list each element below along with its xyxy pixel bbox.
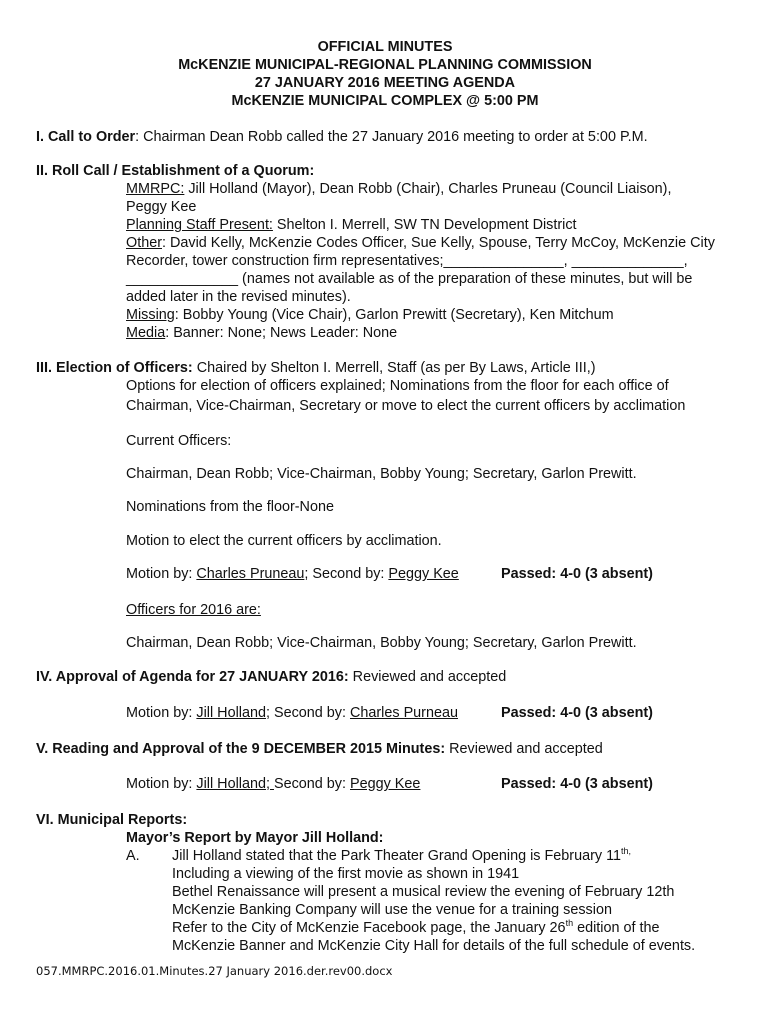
report-line-6: McKenzie Banner and McKenzie City Hall for details of the full schedule of events. bbox=[172, 938, 696, 954]
section-municipal-reports: VI. Municipal Reports: bbox=[36, 812, 188, 828]
report-line-1-text: Jill Holland stated that the Park Theater Grand Opening is February 11 bbox=[172, 848, 622, 864]
mayors-report-heading: Mayor’s Report by Mayor Jill Holland: bbox=[126, 830, 384, 846]
staff-text: Shelton I. Merrell, SW TN Development District bbox=[272, 217, 577, 233]
section-heading: III. Election of Officers: bbox=[36, 360, 193, 376]
section-text: Reviewed and accepted bbox=[445, 741, 603, 757]
roll-mmrpc-cont: Peggy Kee bbox=[126, 199, 197, 215]
election-result: Passed: 4-0 (3 absent) bbox=[501, 566, 653, 582]
mmrpc-label: MMRPC: bbox=[126, 181, 185, 197]
second-prefix: Second by: bbox=[273, 776, 350, 792]
title-line-1: OFFICIAL MINUTES bbox=[317, 39, 453, 55]
section-text: : Chairman Dean Robb called the 27 January 2016 meeting to order at 5:00 P.M. bbox=[135, 129, 648, 145]
officers-2016-label: Officers for 2016 are: bbox=[126, 602, 261, 618]
footer-filename: 057.MMRPC.2016.01.Minutes.27 January 2016.der.rev00.docx bbox=[36, 964, 393, 978]
report-line-4: McKenzie Banking Company will use the venue for a training session bbox=[172, 902, 612, 918]
other-label: Other bbox=[126, 235, 162, 251]
second-prefix: ; Second by: bbox=[265, 705, 350, 721]
second-prefix: ; Second by: bbox=[304, 566, 389, 582]
ordinal-suffix: th bbox=[565, 918, 574, 929]
nominations-text: Nominations from the floor-None bbox=[126, 499, 334, 515]
section-heading: IV. Approval of Agenda for 27 JANUARY 2016: bbox=[36, 669, 349, 685]
officers-2016-text: Chairman, Dean Robb; Vice-Chairman, Bobby Young; Secretary, Garlon Prewitt. bbox=[126, 635, 637, 651]
roll-other-cont-1: Recorder, tower construction firm representatives;_______________, ______________, bbox=[126, 253, 688, 269]
motion-prefix: Motion by: bbox=[126, 776, 197, 792]
report-line-1 bbox=[172, 847, 631, 865]
roll-other bbox=[126, 234, 715, 252]
roll-media bbox=[126, 324, 397, 342]
report-line-5 bbox=[172, 919, 660, 937]
roll-missing bbox=[126, 306, 614, 324]
title-line-3: 27 JANUARY 2016 MEETING AGENDA bbox=[254, 75, 516, 91]
report-line-5-text: Refer to the City of McKenzie Facebook page, the January 26 bbox=[172, 920, 566, 936]
roll-staff bbox=[126, 216, 577, 234]
second-by: Charles Purneau bbox=[349, 705, 458, 721]
title-line-2: McKENZIE MUNICIPAL-REGIONAL PLANNING COMMISSION bbox=[178, 57, 592, 73]
section-call-to-order bbox=[36, 128, 648, 146]
motion-description: Motion to elect the current officers by acclimation. bbox=[126, 533, 442, 549]
motion-prefix: Motion by: bbox=[126, 705, 197, 721]
roll-other-cont-2: ______________ (names not available as of the preparation of these minutes, but will be bbox=[126, 271, 693, 287]
section-approval-agenda bbox=[36, 668, 506, 686]
agenda-result: Passed: 4-0 (3 absent) bbox=[501, 705, 653, 721]
second-by: Peggy Kee bbox=[388, 566, 459, 582]
media-label: Media bbox=[126, 325, 166, 341]
roll-other-cont-3: added later in the revised minutes). bbox=[126, 289, 351, 305]
other-text: : David Kelly, McKenzie Codes Officer, Sue Kelly, Spouse, Terry McCoy, McKenzie City bbox=[162, 235, 715, 251]
report-line-5-tail: edition of the bbox=[573, 920, 660, 936]
section-text: Chaired by Shelton I. Merrell, Staff (as per By Laws, Article III,) bbox=[192, 360, 596, 376]
section-election bbox=[36, 359, 596, 377]
agenda-motion bbox=[126, 704, 458, 722]
section-heading: I. Call to Order bbox=[36, 129, 136, 145]
section-heading: V. Reading and Approval of the 9 DECEMBER 2015 Minutes: bbox=[36, 741, 446, 757]
section-approval-minutes bbox=[36, 740, 603, 758]
ordinal-suffix: th, bbox=[621, 846, 632, 857]
minutes-result: Passed: 4-0 (3 absent) bbox=[501, 776, 653, 792]
staff-label: Planning Staff Present: bbox=[126, 217, 273, 233]
election-options-2: Chairman, Vice-Chairman, Secretary or move to elect the current officers by acclimation bbox=[126, 398, 686, 414]
missing-text: : Bobby Young (Vice Chair), Garlon Prewitt (Secretary), Ken Mitchum bbox=[174, 307, 614, 323]
section-text: Reviewed and accepted bbox=[348, 669, 507, 685]
minutes-motion bbox=[126, 775, 420, 793]
motion-prefix: Motion by: bbox=[126, 566, 197, 582]
second-by: Peggy Kee bbox=[350, 776, 421, 792]
current-officers-label: Current Officers: bbox=[126, 433, 232, 449]
motion-by: Charles Pruneau bbox=[196, 566, 305, 582]
report-line-2: Including a viewing of the first movie as shown in 1941 bbox=[172, 866, 520, 882]
roll-mmrpc bbox=[126, 180, 671, 198]
current-officers-text: Chairman, Dean Robb; Vice-Chairman, Bobby Young; Secretary, Garlon Prewitt. bbox=[126, 466, 637, 482]
title-line-4: McKENZIE MUNICIPAL COMPLEX @ 5:00 PM bbox=[231, 93, 539, 109]
missing-label: Missing bbox=[126, 307, 175, 323]
item-letter: A. bbox=[126, 848, 140, 864]
mmrpc-text: Jill Holland (Mayor), Dean Robb (Chair), Charles Pruneau (Council Liaison), bbox=[184, 181, 672, 197]
report-line-3: Bethel Renaissance will present a musical review the evening of February 12th bbox=[172, 884, 675, 900]
section-roll-call-heading: II. Roll Call / Establishment of a Quorum: bbox=[36, 163, 315, 179]
motion-by: Jill Holland; bbox=[196, 776, 274, 792]
media-text: : Banner: None; News Leader: None bbox=[165, 325, 398, 341]
election-motion bbox=[126, 565, 459, 583]
motion-by: Jill Holland bbox=[196, 705, 266, 721]
election-options-1: Options for election of officers explained; Nominations from the floor for each office of bbox=[126, 378, 669, 394]
